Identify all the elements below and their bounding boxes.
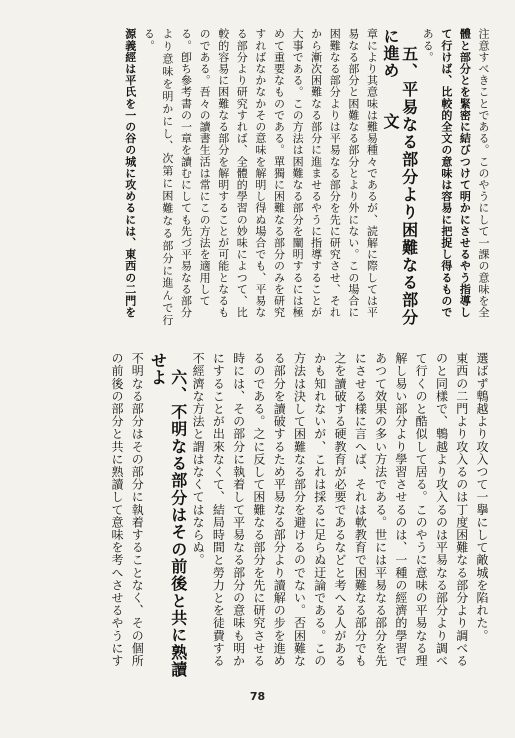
section-heading-five: 五、平易なる部分より困難なる部分に進め 文 [381,28,419,326]
text-column: 選ばず鵯越より攻入つて一擧にして敵城を陷れた。 [475,352,489,642]
text-column: 時には、その部分に執着して平易なる部分の意味も明か [231,352,246,667]
text-column: 解し易い部分より學習させるのは、一種の經濟的學習で [393,352,408,667]
text-column: 章により其意味は難易種々であるが、読解に際しては平 [365,28,379,318]
text-column: て行くのと酷似して居る。このやうに意味の平易なる理 [414,352,429,667]
section-heading-six: 六、不明なる部分はその前後と共に熟讀せよ [148,352,188,678]
text-column: 注意すべきことである。このやうにして一課の意味を全 [477,28,490,318]
text-column: あつて效果の多い方法である。世には平易なる部分を先 [373,352,388,667]
text-column: る。卽ち參考書の一章を讀むにしても先づ平易なる部分 [179,28,193,318]
text-column: にさせる樣に言へば、それは軟教育で困難なる部分でも [353,352,368,667]
text-column: 之を讀破する硬教育が必要であるなどと考へる人がある [333,352,348,667]
text-column: の前後の部分と共に熟讀して意味を考へさせるやうにす [109,352,124,667]
upper-text-block [30,28,492,326]
text-column: 易なる部分と困難なる部分とより外にない。この場合に [346,28,360,318]
text-column: る部分より研究すれば、全體的學習の妙味によつて、比 [235,28,249,318]
text-column: より意味を明かにし、次第に困難なる部分に進んで行る。 [142,28,174,326]
text-column: のである。吾々の讀書生活は常にこの方法を適用して [198,28,212,307]
text-column: から漸次困難なる部分に進ませるやうに指導することが [309,28,323,318]
text-column: て行けば、比較的全文の意味は容易に把捉し得るもので [439,28,453,318]
page-number: 78 [249,690,266,703]
text-column: 方法は決して困難なる部分を避けるのでない。否困難な [292,352,307,667]
text-column: 不經濟な方法と謂はなくてはならぬ。 [191,352,206,567]
text-column: ある。 [421,28,435,63]
text-column: かも知れないが、これは採るに足らぬ迂論である。この [312,352,327,667]
text-column: 不明なる部分はその部分に執着することなく、その個所 [130,352,145,667]
text-column: 大事である。この方法は困難なる部分を闡明するには極 [291,28,305,318]
text-column: るのである。之に反して困難なる部分を先に研究させる [251,352,266,667]
text-column: 東西の二門より攻入るのは丁度困難なる部分より調べる [454,352,469,667]
text-column: のと同樣で、鵯越より攻入るのは平易なる部分より調べ [434,352,449,667]
text-column: すればなかなかその意味を解明し得ぬ場合でも、平易な [253,28,267,318]
lower-text-block [30,352,492,678]
text-column: 困難なる部分よりは平易なる部分を先に研究させ、それ [328,28,342,318]
text-column: 源義經は平氏を一の谷の城に攻めるには、東西の二門を [123,28,137,318]
text-column: めて重要なものである。單獨に困難なる部分のみを研究 [272,28,286,318]
text-column: にすることが出來なくて、結局時間と勞力とを徒費する [211,352,226,667]
text-column: 較的容易に困難なる部分を解明することが可能となるも [216,28,230,318]
text-column: る部分を讀破するため平易なる部分より讀解の步を進め [272,352,287,667]
text-column: 體と部分とを緊密に結びつけて明かにさせるやう指導し [458,28,472,318]
